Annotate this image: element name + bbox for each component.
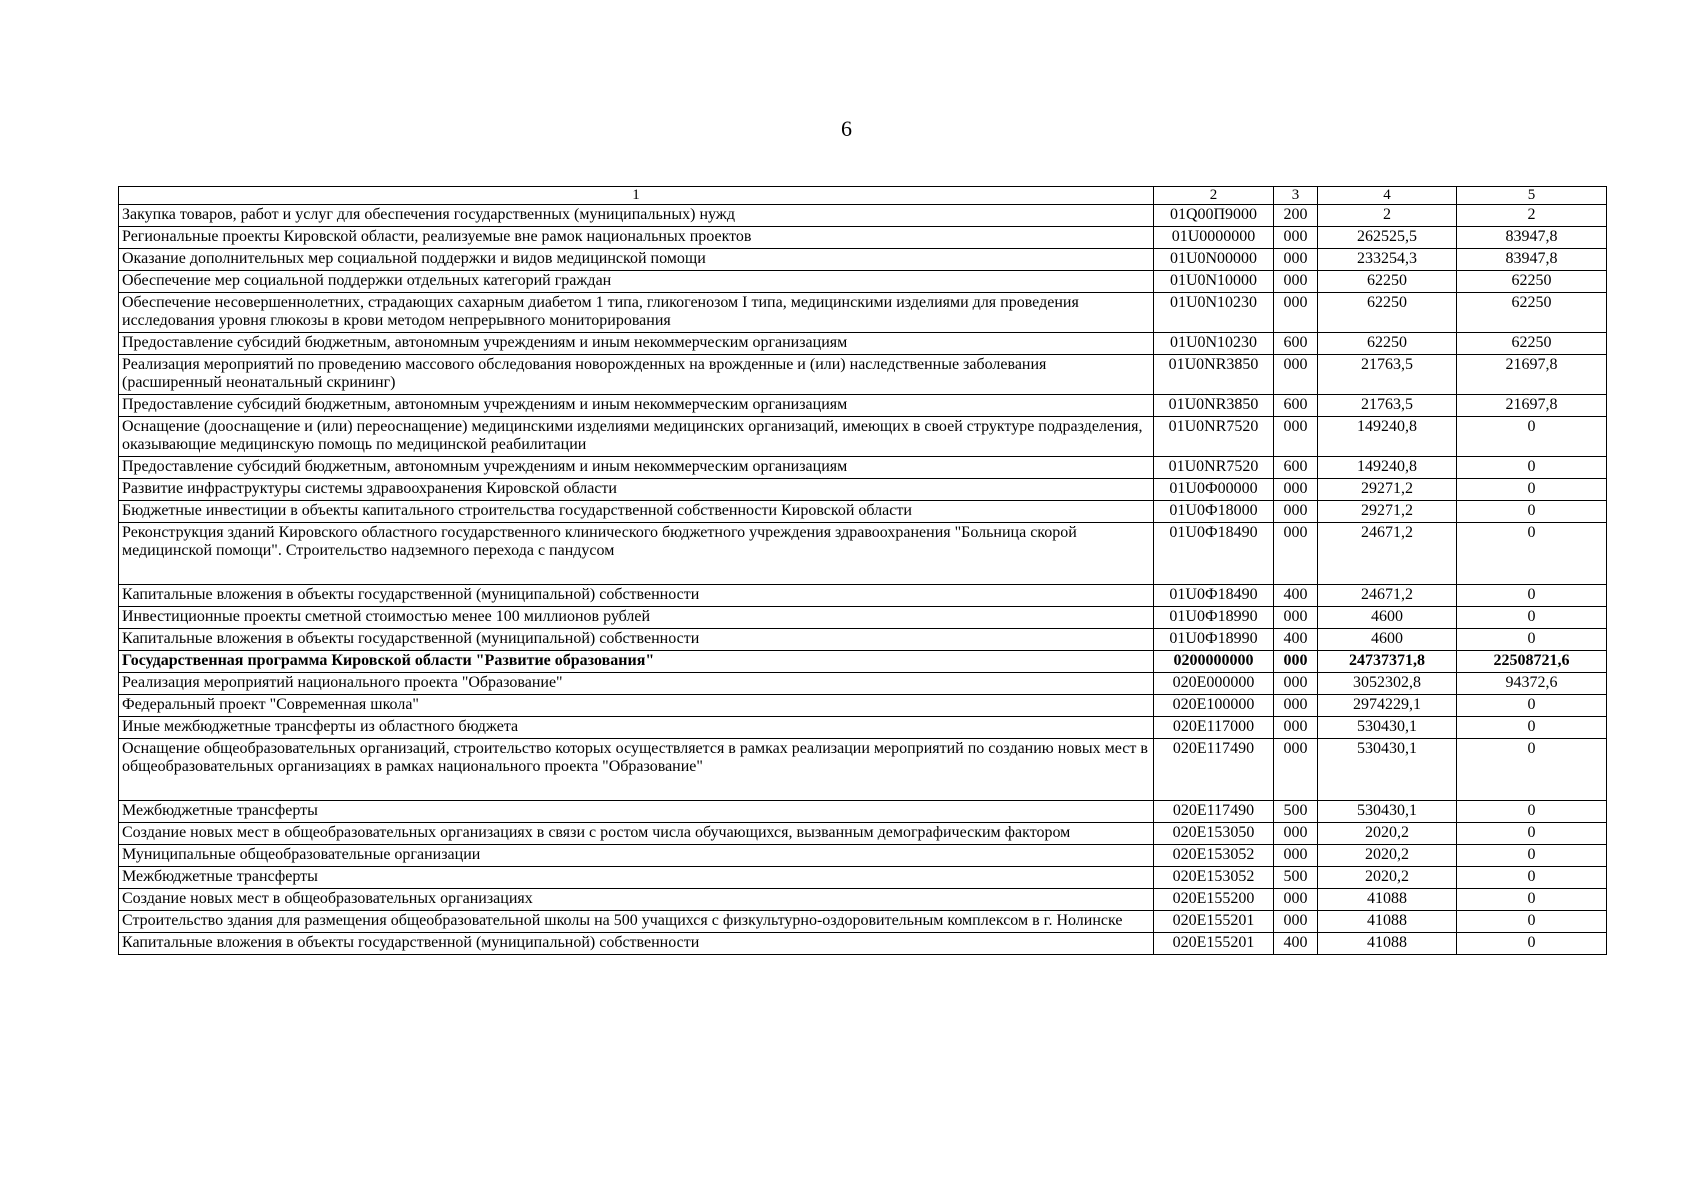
item-name-cell: Бюджетные инвестиции в объекты капитального строительства государственной собственности Кировской области [119,501,1154,523]
item-name-cell: Создание новых мест в общеобразовательных организациях [119,889,1154,911]
amount-col5-cell: 0 [1457,717,1607,739]
amount-col5-cell: 21697,8 [1457,395,1607,417]
item-name-cell: Предоставление субсидий бюджетным, автономным учреждениям и иным некоммерческим организациям [119,457,1154,479]
amount-col5-cell: 0 [1457,933,1607,955]
target-code-cell: 01U0N00000 [1154,249,1274,271]
amount-col5-cell: 0 [1457,417,1607,457]
amount-col4-cell: 530430,1 [1318,801,1457,823]
item-name-cell: Иные межбюджетные трансферты из областного бюджета [119,717,1154,739]
expense-type-cell: 000 [1274,249,1318,271]
expense-type-cell: 000 [1274,717,1318,739]
amount-col5-cell: 62250 [1457,293,1607,333]
column-header: 5 [1457,187,1607,205]
item-name-cell: Оснащение (дооснащение и (или) переоснащение) медицинскими изделиями медицинских организаций, имеющих в своей структуре подразделения, оказывающие медицинскую помощь по медицинской реабилитации [119,417,1154,457]
amount-col5-cell: 0 [1457,523,1607,585]
item-name-cell: Создание новых мест в общеобразовательных организациях в связи с ростом числа обучающихся, вызванным демографическим фактором [119,823,1154,845]
amount-col4-cell: 62250 [1318,333,1457,355]
item-name-cell: Межбюджетные трансферты [119,801,1154,823]
target-code-cell: 0200000000 [1154,651,1274,673]
item-name-cell: Предоставление субсидий бюджетным, автономным учреждениям и иным некоммерческим организациям [119,333,1154,355]
item-name-cell: Капитальные вложения в объекты государственной (муниципальной) собственности [119,585,1154,607]
target-code-cell: 01U0N10230 [1154,293,1274,333]
amount-col4-cell: 41088 [1318,889,1457,911]
table-row [119,457,1607,479]
table-body [119,205,1607,955]
amount-col4-cell: 149240,8 [1318,457,1457,479]
expense-type-cell: 000 [1274,739,1318,801]
target-code-cell: 01U0000000 [1154,227,1274,249]
target-code-cell: 020E117000 [1154,717,1274,739]
amount-col4-cell: 29271,2 [1318,501,1457,523]
table-row [119,333,1607,355]
amount-col5-cell: 62250 [1457,333,1607,355]
table-row [119,651,1607,673]
amount-col4-cell: 262525,5 [1318,227,1457,249]
expense-type-cell: 000 [1274,823,1318,845]
amount-col5-cell: 21697,8 [1457,355,1607,395]
item-name-cell: Капитальные вложения в объекты государственной (муниципальной) собственности [119,933,1154,955]
amount-col5-cell: 83947,8 [1457,249,1607,271]
budget-table [118,186,1607,955]
amount-col5-cell: 0 [1457,867,1607,889]
item-name-cell: Оказание дополнительных мер социальной поддержки и видов медицинской помощи [119,249,1154,271]
table-row [119,911,1607,933]
item-name-cell: Региональные проекты Кировской области, реализуемые вне рамок национальных проектов [119,227,1154,249]
item-name-cell: Обеспечение мер социальной поддержки отдельных категорий граждан [119,271,1154,293]
expense-type-cell: 200 [1274,205,1318,227]
item-name-cell: Реконструкция зданий Кировского областного государственного клинического бюджетного учреждения здравоохранения "Больница скорой медицинской помощи". Строительство надземного перехода с пандусом [119,523,1154,585]
amount-col4-cell: 233254,3 [1318,249,1457,271]
item-name-cell: Реализация мероприятий по проведению массового обследования новорожденных на врожденные и (или) наследственные заболевания (расширенный неонатальный скрининг) [119,355,1154,395]
expense-type-cell: 000 [1274,355,1318,395]
target-code-cell: 01U0NR3850 [1154,395,1274,417]
item-name-cell: Обеспечение несовершеннолетних, страдающих сахарным диабетом 1 типа, гликогенозом I типа, медицинскими изделиями для проведения исследования уровня глюкозы в крови методом непрерывного мониторирования [119,293,1154,333]
expense-type-cell: 000 [1274,293,1318,333]
header-row [119,187,1607,205]
expense-type-cell: 000 [1274,607,1318,629]
amount-col4-cell: 4600 [1318,607,1457,629]
table-row [119,867,1607,889]
target-code-cell: 01U0N10230 [1154,333,1274,355]
amount-col4-cell: 2020,2 [1318,845,1457,867]
table-row [119,227,1607,249]
expense-type-cell: 000 [1274,845,1318,867]
table-row [119,629,1607,651]
amount-col5-cell: 94372,6 [1457,673,1607,695]
amount-col5-cell: 0 [1457,823,1607,845]
amount-col4-cell: 24671,2 [1318,523,1457,585]
item-name-cell: Предоставление субсидий бюджетным, автономным учреждениям и иным некоммерческим организациям [119,395,1154,417]
amount-col5-cell: 2 [1457,205,1607,227]
column-header: 2 [1154,187,1274,205]
expense-type-cell: 600 [1274,395,1318,417]
item-name-cell: Капитальные вложения в объекты государственной (муниципальной) собственности [119,629,1154,651]
item-name-cell: Оснащение общеобразовательных организаций, строительство которых осуществляется в рамках реализации мероприятий по созданию новых мест в общеобразовательных организациях в рамках национального проекта "Образование" [119,739,1154,801]
amount-col5-cell: 0 [1457,695,1607,717]
column-header: 3 [1274,187,1318,205]
target-code-cell: 020E153052 [1154,845,1274,867]
table-row [119,501,1607,523]
amount-col5-cell: 0 [1457,607,1607,629]
target-code-cell: 01U0Ф18990 [1154,629,1274,651]
table-row [119,823,1607,845]
table-row [119,889,1607,911]
expense-type-cell: 500 [1274,867,1318,889]
column-header: 4 [1318,187,1457,205]
target-code-cell: 01U0NR3850 [1154,355,1274,395]
target-code-cell: 01U0Ф00000 [1154,479,1274,501]
expense-type-cell: 400 [1274,585,1318,607]
amount-col5-cell: 0 [1457,457,1607,479]
target-code-cell: 01U0Ф18490 [1154,585,1274,607]
amount-col5-cell: 0 [1457,739,1607,801]
target-code-cell: 020E153052 [1154,867,1274,889]
table-row [119,395,1607,417]
target-code-cell: 01U0N10000 [1154,271,1274,293]
item-name-cell: Муниципальные общеобразовательные организации [119,845,1154,867]
amount-col5-cell: 0 [1457,585,1607,607]
amount-col4-cell: 21763,5 [1318,355,1457,395]
target-code-cell: 020E100000 [1154,695,1274,717]
expense-type-cell: 000 [1274,695,1318,717]
amount-col4-cell: 29271,2 [1318,479,1457,501]
table-row [119,271,1607,293]
table-row [119,695,1607,717]
table-row [119,845,1607,867]
target-code-cell: 01U0NR7520 [1154,417,1274,457]
table-row [119,249,1607,271]
target-code-cell: 020E153050 [1154,823,1274,845]
amount-col5-cell: 0 [1457,629,1607,651]
target-code-cell: 01U0Ф18000 [1154,501,1274,523]
target-code-cell: 01U0Ф18990 [1154,607,1274,629]
table-row [119,417,1607,457]
expense-type-cell: 000 [1274,651,1318,673]
expense-type-cell: 000 [1274,479,1318,501]
expense-type-cell: 400 [1274,629,1318,651]
table-row [119,933,1607,955]
amount-col4-cell: 24737371,8 [1318,651,1457,673]
item-name-cell: Развитие инфраструктуры системы здравоохранения Кировской области [119,479,1154,501]
amount-col5-cell: 0 [1457,801,1607,823]
amount-col4-cell: 62250 [1318,293,1457,333]
column-header: 1 [119,187,1154,205]
amount-col4-cell: 530430,1 [1318,717,1457,739]
target-code-cell: 020E117490 [1154,801,1274,823]
expense-type-cell: 000 [1274,227,1318,249]
table-row [119,673,1607,695]
expense-type-cell: 000 [1274,501,1318,523]
table-row [119,523,1607,585]
target-code-cell: 020E155201 [1154,911,1274,933]
expense-type-cell: 000 [1274,523,1318,585]
target-code-cell: 01U0Ф18490 [1154,523,1274,585]
expense-type-cell: 000 [1274,417,1318,457]
amount-col5-cell: 62250 [1457,271,1607,293]
expense-type-cell: 000 [1274,271,1318,293]
amount-col4-cell: 41088 [1318,933,1457,955]
item-name-cell: Реализация мероприятий национального проекта "Образование" [119,673,1154,695]
table-row [119,355,1607,395]
amount-col5-cell: 22508721,6 [1457,651,1607,673]
expense-type-cell: 600 [1274,457,1318,479]
expense-type-cell: 500 [1274,801,1318,823]
amount-col4-cell: 3052302,8 [1318,673,1457,695]
item-name-cell: Строительство здания для размещения общеобразовательной школы на 500 учащихся с физкультурно-оздоровительным комплексом в г. Нолинске [119,911,1154,933]
table-row [119,205,1607,227]
amount-col4-cell: 62250 [1318,271,1457,293]
table-row [119,293,1607,333]
expense-type-cell: 400 [1274,933,1318,955]
amount-col4-cell: 21763,5 [1318,395,1457,417]
amount-col4-cell: 41088 [1318,911,1457,933]
item-name-cell: Межбюджетные трансферты [119,867,1154,889]
target-code-cell: 01U0NR7520 [1154,457,1274,479]
amount-col5-cell: 0 [1457,845,1607,867]
amount-col5-cell: 0 [1457,911,1607,933]
amount-col4-cell: 2020,2 [1318,867,1457,889]
amount-col4-cell: 149240,8 [1318,417,1457,457]
amount-col5-cell: 0 [1457,501,1607,523]
target-code-cell: 020E000000 [1154,673,1274,695]
table-row [119,607,1607,629]
table-row [119,585,1607,607]
target-code-cell: 020E155201 [1154,933,1274,955]
item-name-cell: Федеральный проект "Современная школа" [119,695,1154,717]
expense-type-cell: 000 [1274,889,1318,911]
table-row [119,801,1607,823]
target-code-cell: 020E117490 [1154,739,1274,801]
target-code-cell: 01Q00П9000 [1154,205,1274,227]
table-row [119,717,1607,739]
amount-col4-cell: 2020,2 [1318,823,1457,845]
item-name-cell: Инвестиционные проекты сметной стоимостью менее 100 миллионов рублей [119,607,1154,629]
expense-type-cell: 000 [1274,911,1318,933]
amount-col5-cell: 0 [1457,889,1607,911]
item-name-cell: Закупка товаров, работ и услуг для обеспечения государственных (муниципальных) нужд [119,205,1154,227]
amount-col5-cell: 0 [1457,479,1607,501]
target-code-cell: 020E155200 [1154,889,1274,911]
expense-type-cell: 000 [1274,673,1318,695]
amount-col4-cell: 2 [1318,205,1457,227]
amount-col4-cell: 4600 [1318,629,1457,651]
page-number: 6 [841,116,852,141]
amount-col4-cell: 530430,1 [1318,739,1457,801]
table-row [119,479,1607,501]
amount-col5-cell: 83947,8 [1457,227,1607,249]
amount-col4-cell: 2974229,1 [1318,695,1457,717]
expense-type-cell: 600 [1274,333,1318,355]
table-row [119,739,1607,801]
item-name-cell: Государственная программа Кировской области "Развитие образования" [119,651,1154,673]
amount-col4-cell: 24671,2 [1318,585,1457,607]
